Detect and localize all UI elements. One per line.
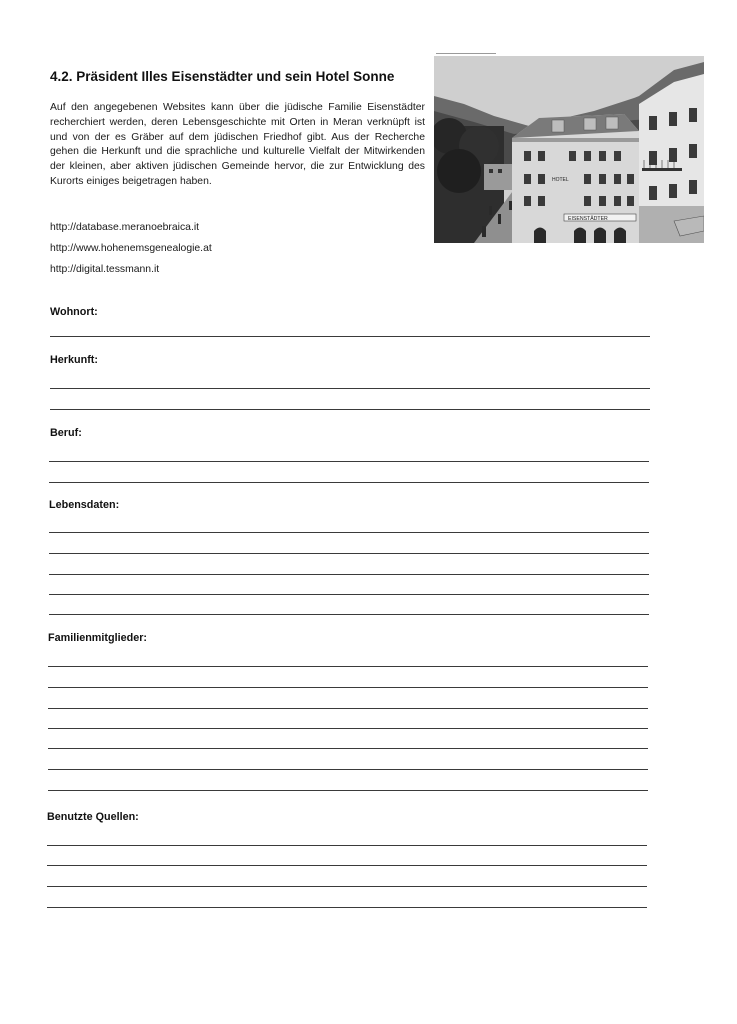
intro-paragraph: Auf den angegebenen Websites kann über die jüdische Familie Eisenstädter recherchiert werden, deren Lebensgeschichte mit Orten in Meran verknüpft ist und von der es Gräber auf dem jüdischen Friedhof gibt. Aus der Recherche gehen die Herkunft und die sprachliche und kulturelle Vielfalt der Mitwirkenden der kleinen, aber aktiven jüdischen Gemeinde hervor, die zur Entwicklung des Kurorts einiges beigetragen haben. [50,102,425,187]
line-familie-4[interactable] [48,728,648,729]
label-lebensdaten: Lebensdaten: [49,499,120,511]
line-herkunft-2[interactable] [50,409,650,410]
section-title: 4.2. Präsident Illes Eisenstädter und sein Hotel Sonne [50,69,395,84]
hotel-sign: EISENSTÄDTER [568,216,608,222]
link-hohenemsgenealogie[interactable]: http://www.hohenemsgenealogie.at [50,243,212,254]
line-lebensdaten-4[interactable] [49,594,649,595]
website-links [50,221,212,284]
line-familie-5[interactable] [48,748,648,749]
scan-mark [436,53,496,54]
line-quellen-3[interactable] [47,886,647,887]
label-benutzte-quellen: Benutzte Quellen: [47,811,139,823]
line-lebensdaten-5[interactable] [49,614,649,615]
line-lebensdaten-2[interactable] [49,553,649,554]
line-familie-2[interactable] [48,687,648,688]
line-herkunft-1[interactable] [50,388,650,389]
line-familie-1[interactable] [48,666,648,667]
line-lebensdaten-1[interactable] [49,532,649,533]
line-quellen-2[interactable] [47,865,647,866]
line-familie-7[interactable] [48,790,648,791]
line-beruf-1[interactable] [49,461,649,462]
line-familie-3[interactable] [48,708,648,709]
line-wohnort-1[interactable] [50,336,650,337]
link-tessmann[interactable]: http://digital.tessmann.it [50,264,160,275]
line-lebensdaten-3[interactable] [49,574,649,575]
facade-text: HOTEL [552,177,569,183]
label-wohnort: Wohnort: [50,306,98,318]
label-beruf: Beruf: [50,427,82,439]
line-quellen-1[interactable] [47,845,647,846]
hotel-sonne-photo [434,56,704,243]
link-meranoebraica[interactable]: http://database.meranoebraica.it [50,222,200,233]
line-familie-6[interactable] [48,769,648,770]
label-familienmitglieder: Familienmitglieder: [48,632,147,644]
label-herkunft: Herkunft: [50,354,98,366]
line-quellen-4[interactable] [47,907,647,908]
line-beruf-2[interactable] [49,482,649,483]
